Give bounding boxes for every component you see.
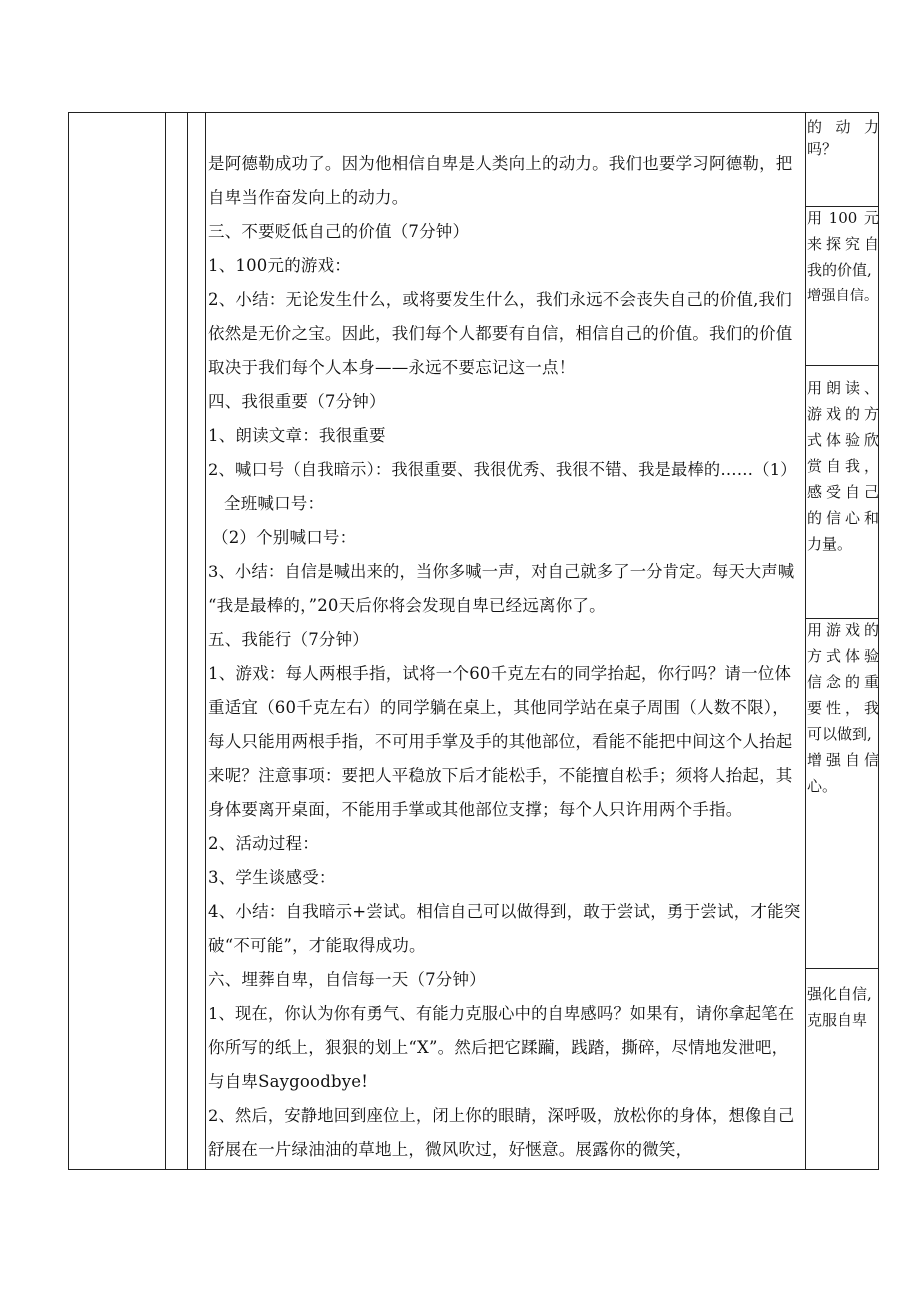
row-divider: [805, 968, 878, 969]
content-line: 2、小结：无论发生什么，或将要发生什么，我们永远不会丧失自己的价值,我们: [208, 290, 792, 309]
content-line: 破“不可能”，才能取得成功。: [208, 936, 426, 955]
section-heading: 六、埋葬自卑，自信每一天（7分钟）: [208, 970, 486, 989]
content-line: 1、100元的游戏：: [208, 256, 351, 275]
content-line: 自卑当作奋发向上的动力。: [208, 188, 409, 207]
note-line: 克服自卑: [807, 1011, 868, 1029]
note-line: 的信心和: [807, 509, 879, 527]
note-line: 用朗读、: [807, 379, 879, 397]
note-line: 赏自我，: [807, 457, 879, 475]
note-line: 来探究自: [807, 235, 879, 253]
content-line: （2）个别喊口号：: [212, 528, 357, 547]
note-line: 强化自信,: [807, 985, 872, 1003]
content-line: 是阿德勒成功了。因为他相信自卑是人类向上的动力。我们也要学习阿德勒，把: [208, 154, 793, 173]
content-line: 1、现在，你认为你有勇气、有能力克服心中的自卑感吗？如果有，请你拿起笔在: [208, 1004, 795, 1023]
note-line: 增强自信。: [807, 288, 879, 304]
note-line: 可以做到,: [807, 725, 872, 743]
note-line: 信念的重: [807, 673, 879, 691]
note-line: 我的价值,: [807, 261, 872, 279]
note-line: 力量。: [807, 535, 853, 553]
note-line: 感受自己: [807, 483, 879, 501]
note-line: 用游戏的: [807, 621, 879, 639]
note-line: 用100元: [807, 209, 879, 227]
content-line: 2、喊口号（自我暗示）：我很重要、我很优秀、我很不错、我是最棒的……（1）: [208, 460, 797, 479]
content-line: “我是最棒的，”20天后你将会发现自卑已经远离你了。: [208, 596, 606, 615]
content-line: 2、然后，安静地回到座位上，闭上你的眼睛，深呼吸，放松你的身体，想像自己: [208, 1106, 795, 1125]
content-line: 与自卑Saygoodbye!: [208, 1072, 369, 1091]
lesson-plan-table: [68, 112, 879, 1170]
note-line: 方式体验: [807, 647, 879, 665]
column-divider: [805, 113, 806, 1169]
column-divider: [165, 113, 166, 1169]
section-heading: 四、我很重要（7分钟）: [208, 392, 386, 411]
column-divider: [187, 113, 188, 1169]
content-line: 依然是无价之宝。因此，我们每个人都要有自信，相信自己的价值。我们的价值: [208, 324, 793, 343]
note-line: 增强自信: [807, 751, 879, 769]
note-line: 要性，我: [807, 699, 879, 717]
note-line: 吗？: [807, 140, 838, 158]
content-line: 身体要离开桌面，不能用手掌或其他部位支撑；每个人只许用两个手指。: [208, 800, 743, 819]
section-heading: 五、我能行（7分钟）: [208, 630, 369, 649]
column-divider: [205, 113, 206, 1169]
content-line: 3、小结：自信是喊出来的，当你多喊一声，对自己就多了一分肯定。每天大声喊: [208, 562, 795, 581]
content-line: 取决于我们每个人本身——永远不要忘记这一点！: [208, 358, 576, 377]
content-line: 重适宜（60千克左右）的同学躺在桌上，其他同学站在桌子周围（人数不限），: [208, 698, 789, 717]
content-line: 4、小结：自我暗示+尝试。相信自己可以做得到，敢于尝试，勇于尝试，才能突: [208, 902, 801, 921]
content-line: 3、学生谈感受：: [208, 868, 336, 887]
note-line: 心。: [807, 777, 838, 795]
content-line: 1、朗读文章：我很重要: [208, 426, 386, 445]
note-line: 的动力: [807, 118, 879, 136]
section-heading: 三、不要贬低自己的价值（7分钟）: [208, 222, 470, 241]
content-line: 全班喊口号：: [224, 494, 325, 513]
note-line: 式体验欣: [807, 431, 879, 449]
note-line: 游戏的方: [807, 405, 879, 423]
content-line: 舒展在一片绿油油的草地上，微风吹过，好惬意。展露你的微笑，: [208, 1140, 693, 1159]
content-line: 来呢？注意事项：要把人平稳放下后才能松手，不能擅自松手；须将人抬起，其: [208, 766, 793, 785]
content-line: 1、游戏：每人两根手指，试将一个60千克左右的同学抬起，你行吗？请一位体: [208, 664, 792, 683]
content-line: 你所写的纸上，狠狠的划上“X”。然后把它蹂躏，践踏，撕碎，尽情地发泄吧，: [208, 1038, 789, 1057]
content-line: 每人只能用两根手指，不可用手掌及手的其他部位，看能不能把中间这个人抬起: [208, 732, 793, 751]
row-divider: [805, 365, 878, 366]
content-line: 2、活动过程：: [208, 834, 319, 853]
